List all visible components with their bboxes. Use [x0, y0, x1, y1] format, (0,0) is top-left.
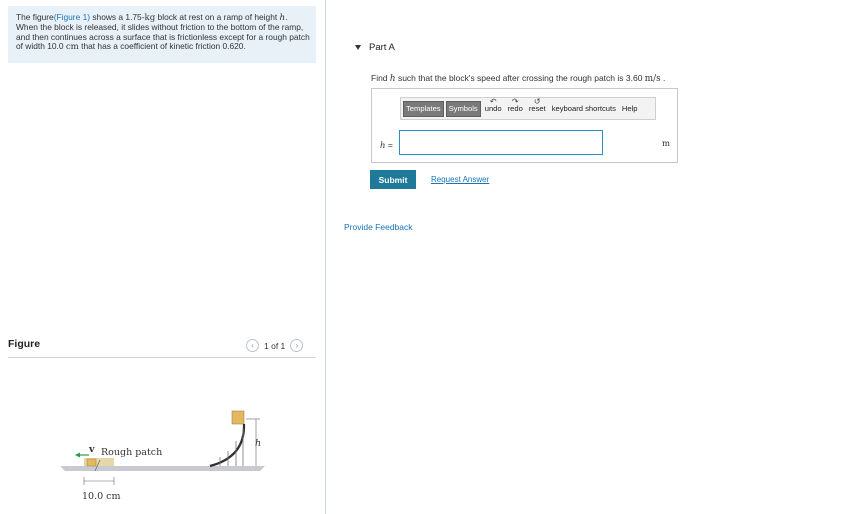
block	[232, 411, 244, 424]
velocity-arrowhead	[75, 453, 80, 458]
question-segment: such that the block's speed after crossing the rough patch is 3.60	[395, 73, 645, 83]
divider	[8, 357, 316, 358]
pane-divider	[325, 0, 326, 514]
question-text	[371, 73, 665, 84]
width-label: 10.0 cm	[82, 491, 121, 502]
left-pane	[0, 0, 325, 514]
ground-surface	[60, 466, 265, 471]
answer-eq: =	[385, 140, 393, 150]
figure-pager	[246, 339, 303, 352]
part-a-header[interactable]	[355, 42, 395, 53]
problem-statement	[8, 6, 316, 63]
question-segment: .	[660, 73, 666, 83]
equation-toolbar	[400, 97, 656, 120]
reset-label: reset	[528, 104, 546, 113]
unit-cm: cm	[65, 42, 79, 53]
redo-button[interactable]	[506, 97, 525, 113]
part-label: Part A	[369, 42, 395, 53]
help-button[interactable]: Help	[621, 104, 638, 113]
undo-button[interactable]	[483, 97, 504, 113]
page-indicator: 1 of 1	[264, 340, 286, 351]
chevron-left-icon[interactable]: ‹	[246, 339, 259, 352]
answer-panel	[371, 88, 678, 163]
answer-variable-label	[380, 140, 393, 151]
ramp-curve	[210, 424, 244, 466]
redo-icon: ↷	[511, 97, 519, 106]
problem-text: The figure	[16, 12, 54, 22]
caret-down-icon[interactable]	[355, 45, 361, 50]
redo-label: redo	[507, 104, 523, 113]
problem-text: . When the block is released, it slides without friction to the bottom of the ramp, and then continues across a surface that is frictionless except for a rough patch of width 10.0	[16, 12, 310, 52]
request-answer-link[interactable]: Request Answer	[431, 175, 490, 184]
rough-patch-label: Rough patch	[101, 447, 163, 458]
keyboard-shortcuts-button[interactable]: keyboard shortcuts	[551, 104, 616, 113]
unit-kg: kg	[144, 13, 156, 23]
answer-var: h	[380, 141, 386, 151]
problem-text: that has a coefficient of kinetic friction 0.620.	[78, 41, 246, 52]
undo-label: undo	[484, 104, 502, 113]
problem-text: shows a 1.75-	[90, 12, 145, 22]
templates-button[interactable]: Templates	[403, 101, 444, 117]
problem-text: block at rest on a ramp of height	[155, 12, 280, 22]
var-h: h	[279, 13, 286, 23]
figure-title: Figure	[8, 338, 41, 350]
question-unit: m/s	[644, 74, 661, 84]
velocity-label: v	[89, 444, 95, 455]
symbols-button[interactable]: Symbols	[446, 101, 481, 117]
reset-button[interactable]	[527, 97, 548, 113]
ramp-figure	[60, 395, 275, 507]
provide-feedback-link[interactable]: Provide Feedback	[344, 222, 413, 232]
height-label: h	[255, 438, 262, 449]
answer-input[interactable]	[399, 130, 603, 155]
submit-button[interactable]: Submit	[370, 170, 416, 189]
answer-unit: m	[662, 139, 671, 149]
reset-icon: ↺	[533, 97, 541, 106]
question-var: h	[389, 74, 396, 84]
question-segment: Find	[371, 73, 390, 83]
moving-block	[87, 459, 96, 466]
undo-icon: ↶	[489, 97, 497, 106]
chevron-right-icon[interactable]: ›	[290, 339, 303, 352]
figure-link[interactable]: (Figure 1)	[53, 12, 91, 22]
